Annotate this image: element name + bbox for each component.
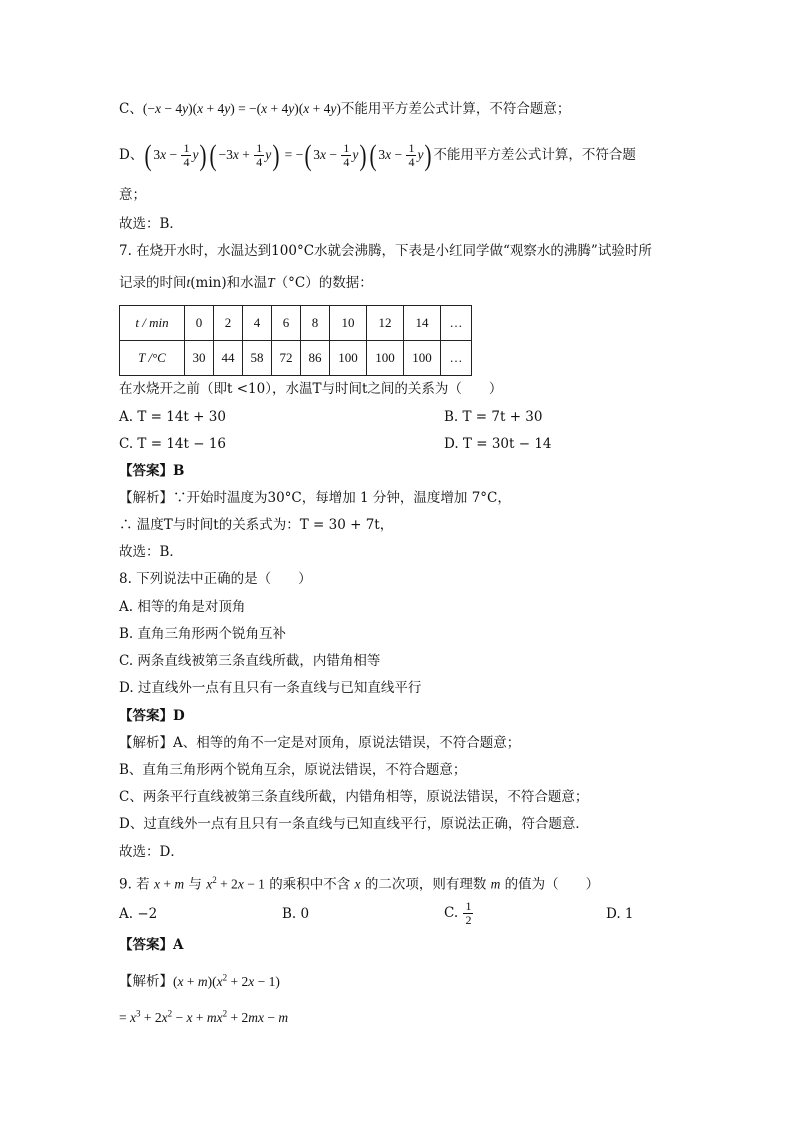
q8-answer: 【答案】D [119,708,185,724]
table-cell: 58 [243,341,272,376]
table-cell: 10 [330,306,367,341]
q7-choose: 故选：B． [119,544,183,560]
table-cell: 44 [214,341,243,376]
table-cell: 30 [185,341,214,376]
q9-option-c-label: C. [444,905,459,921]
table-cell: 0 [185,306,214,341]
table-cell: 2 [214,306,243,341]
table-cell: 100 [404,341,441,376]
q9-analysis-label: 【解析】 [119,973,173,990]
q8-option-a: A. 相等的角是对顶角 [119,599,246,615]
q9-stem: 9. 若 x + m 与 $x^2 + 2x - 1$ 的乘积中不含 x 的二次项，则有理数 m 的值为（ ） [119,875,600,893]
q7-option-d: D. T = 30t − 14 [444,436,552,452]
q7-question: 在水烧开之前（即t <10），水温T与时间t之间的关系为（ ） [119,381,503,397]
table-cell: 72 [272,341,301,376]
q9-option-d: D. 1 [606,906,634,922]
table-cell: 14 [404,306,441,341]
q9-stem-a: 9. 若 [119,876,150,893]
q7-option-b: B. T = 7t + 30 [444,409,543,425]
q7-stem2-c: （°C）的数据： [274,275,373,291]
q9-stem-b: 与 [188,876,202,893]
q6-option-c: C、(−x − 4y)(x + 4y) = −(x + 4y)(x + 4y)不能用平方差公式计算，不符合题意； [119,101,571,117]
table-cell: … [441,306,472,341]
q9-option-c [444,900,474,927]
q9-stem-d: 的二次项，则有理数 [364,876,487,893]
q9-analysis-line1: 【解析】$(x + m)(x^2 + 2x - 1)$ [119,972,280,990]
table-header-temp: T /°C [120,341,185,376]
fraction-numerator: 1 [465,899,472,913]
q9-answer: 【答案】A [119,937,184,953]
q8-analysis-line: 【解析】A、相等的角不一定是对顶角，原说法错误，不符合题意； [119,735,521,751]
q9-analysis-line2: = $x^3 + 2x^2 - x + mx^2 + 2mx - m$ [119,1008,289,1025]
table-header-time: t / min [120,306,185,341]
q7-analysis-line1: 【解析】∵开始时温度为30°C，每增加 1 分钟，温度增加 7°C， [119,490,511,506]
table-cell: 100 [367,341,404,376]
fraction-denominator: 2 [465,913,472,927]
q9-option-c-fraction [463,900,473,927]
table-cell: 8 [301,306,330,341]
q6-option-c-text: 不能用平方差公式计算，不符合题意； [340,101,571,117]
q8-analysis-line: B、直角三角形两个锐角互余，原说法错误，不符合题意； [119,762,467,778]
q7-answer: 【答案】B [119,463,185,479]
q7-analysis-line2: ∴ 温度T与时间t的关系式为：T = 30 + 7t， [119,517,394,533]
table-row [120,306,472,341]
table-cell: … [441,341,472,376]
q8-analysis-line: D、过直线外一点有且只有一条直线与已知直线平行，原说法正确，符合题意． [119,816,589,832]
q9-option-a: A. −2 [119,906,158,922]
q7-option-c: C. T = 14t − 16 [119,436,227,452]
q7-stem-line1: 7. 在烧开水时，水温达到100°C水就会沸腾，下表是小红同学做“观察水的沸腾”试验时所 [119,243,652,259]
q7-data-table [119,305,472,376]
q6-option-d-cont: 意； [119,187,146,203]
table-cell: 12 [367,306,404,341]
q8-option-b: B. 直角三角形两个锐角互补 [119,626,287,642]
q9-option-b: B. 0 [282,906,310,922]
q8-option-c: C. 两条直线被第三条直线所截，内错角相等 [119,653,381,669]
table-cell: 4 [243,306,272,341]
q8-analysis-line: C、两条平行直线被第三条直线所截，内错角相等，原说法错误，不符合题意； [119,789,589,805]
table-cell: 6 [272,306,301,341]
q6-option-d-text: 不能用平方差公式计算，不符合题 [433,147,636,163]
q9-stem-c: 的乘积中不含 [269,876,351,893]
q8-option-d: D. 过直线外一点有且只有一条直线与已知直线平行 [119,680,422,696]
q6-choose: 故选：B． [119,216,183,232]
q7-stem-line2: 记录的时间t(min)和水温T（°C）的数据： [119,275,373,291]
q6-option-d: D、( 3x − $\frac{1}{4}$ y) ( −3x + $\frac{1}{4}$ y) = −( 3x − $\frac{1}{4}$ y) ( 3x − $\frac{1}{4}$ y) 不能用平方差公式计算，不符合题 [119,138,636,172]
q7-stem2-b: (min)和水温 [190,275,268,291]
table-cell: 100 [330,341,367,376]
q8-stem: 8. 下列说法中正确的是（ ） [119,571,312,587]
q9-stem-e: 的值为（ ） [504,876,600,893]
q7-option-a: A. T = 14t + 30 [119,409,226,425]
table-cell: 86 [301,341,330,376]
q8-choose: 故选：D． [119,844,184,860]
q7-stem2-a: 记录的时间 [119,275,187,291]
table-row [120,341,472,376]
